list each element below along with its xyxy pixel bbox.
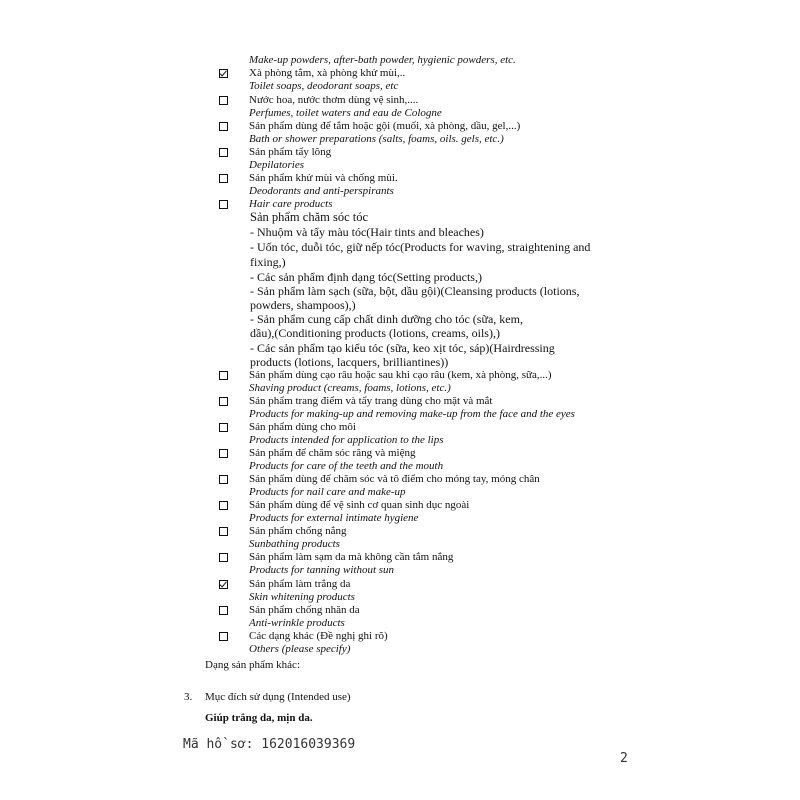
checkbox-teeth-mouth[interactable] <box>219 449 228 458</box>
item-en-label: Products intended for application to the lips <box>249 434 444 446</box>
checkbox-make-up[interactable] <box>219 397 228 406</box>
item-en-label: Anti-wrinkle products <box>249 617 345 629</box>
checkbox-intimate-hygiene[interactable] <box>219 501 228 510</box>
item-vi-label: Sản phẩm dùng cho môi <box>249 421 356 433</box>
page-number: 2 <box>620 751 628 766</box>
item-vi-label: Sản phẩm trang điểm và tẩy trang dùng cho mặt và mắt <box>249 395 493 407</box>
checkbox-tanning[interactable] <box>219 553 228 562</box>
item-en-label: Skin whitening products <box>249 591 355 603</box>
item-vi-label: Các dạng khác (Đề nghị ghi rõ) <box>249 630 388 642</box>
hair-care-line: - Các sản phẩm định dạng tóc(Setting products,) <box>250 270 482 284</box>
checkbox-bath-shower[interactable] <box>219 122 228 131</box>
item-vi-label: Sản phẩm dùng cạo râu hoặc sau khi cạo râu (kem, xà phòng, sữa,...) <box>249 369 552 381</box>
item-en-label: Products for making-up and removing make-up from the face and the eyes <box>249 408 575 420</box>
checkbox-skin-whitening[interactable] <box>219 580 228 589</box>
hair-care-line: products (lotions, lacquers, brilliantines)) <box>250 355 449 369</box>
item-en-label: Others (please specify) <box>249 643 351 655</box>
intended-use-title: Mục đích sử dụng (Intended use) <box>205 691 351 703</box>
checkbox-others[interactable] <box>219 632 228 641</box>
item-en-label: Shaving product (creams, foams, lotions, etc.) <box>249 382 451 394</box>
other-product-forms-label: Dạng sản phẩm khác: <box>205 659 300 671</box>
item-vi-label: Sản phẩm chống nắng <box>249 525 347 537</box>
item-vi-label: Sản phẩm làm sạm da mà không cần tắm nắng <box>249 551 454 563</box>
hair-care-line: - Nhuộm và tẩy màu tóc(Hair tints and bleaches) <box>250 225 484 239</box>
item-vi-label: Sản phẩm làm trắng da <box>249 578 351 590</box>
checkbox-depilatories[interactable] <box>219 148 228 157</box>
section-number: 3. <box>184 691 193 703</box>
item-en-label: Products for external intimate hygiene <box>249 512 419 524</box>
item-vi-label: Sản phẩm để chăm sóc răng và miệng <box>249 447 416 459</box>
hair-care-line: - Uốn tóc, duỗi tóc, giữ nếp tóc(Products for waving, straightening and <box>250 240 591 254</box>
item-vi-label: Sản phẩm dùng để vệ sinh cơ quan sinh dục ngoài <box>249 499 470 511</box>
checkbox-anti-wrinkle[interactable] <box>219 606 228 615</box>
item-vi-label: Nước hoa, nước thơm dùng vệ sinh,.... <box>249 94 419 106</box>
top-note: Make-up powders, after-bath powder, hygienic powders, etc. <box>249 54 516 66</box>
hair-care-vi-label: Sản phẩm chăm sóc tóc <box>250 210 369 224</box>
item-en-label: Products for nail care and make-up <box>249 486 406 498</box>
item-vi-label: Sản phẩm dùng để chăm sóc và tô điểm cho móng tay, móng chân <box>249 473 540 485</box>
item-en-label: Products for care of the teeth and the mouth <box>249 460 444 472</box>
item-vi-label: Sản phẩm tẩy lông <box>249 146 332 158</box>
hair-care-line: dầu),(Conditioning products (lotions, creams, oils),) <box>250 326 500 340</box>
item-en-label: Perfumes, toilet waters and eau de Cologne <box>249 107 442 119</box>
hair-care-line: powders, shampoos),) <box>250 298 356 312</box>
checkbox-sunbathing[interactable] <box>219 527 228 536</box>
hair-care-en-label: Hair care products <box>249 198 333 210</box>
checkbox-shaving[interactable] <box>219 371 228 380</box>
item-en-label: Products for tanning without sun <box>249 564 395 576</box>
checkbox-hair-care[interactable] <box>219 200 228 209</box>
item-en-label: Sunbathing products <box>249 538 340 550</box>
hair-care-line: fixing,) <box>250 255 286 269</box>
intended-use-answer: Giúp trắng da, mịn da. <box>205 712 313 724</box>
item-vi-label: Sản phẩm khử mùi và chống mùi. <box>249 172 398 184</box>
file-number: Mã hồ sơ: 162016039369 <box>183 737 356 752</box>
checkbox-deodorants[interactable] <box>219 174 228 183</box>
checkbox-perfumes[interactable] <box>219 96 228 105</box>
item-en-label: Depilatories <box>249 159 304 171</box>
item-vi-label: Sản phẩm chống nhăn da <box>249 604 360 616</box>
item-en-label: Toilet soaps, deodorant soaps, etc <box>249 80 399 92</box>
item-en-label: Bath or shower preparations (salts, foams, oils. gels, etc.) <box>249 133 504 145</box>
item-en-label: Deodorants and anti-perspirants <box>249 185 394 197</box>
checkbox-nail-care[interactable] <box>219 475 228 484</box>
hair-care-line: - Sản phẩm làm sạch (sữa, bột, dầu gội)(Cleansing products (lotions, <box>250 284 580 298</box>
checkbox-toilet-soaps[interactable] <box>219 69 228 78</box>
item-vi-label: Xà phòng tắm, xà phòng khử mùi,.. <box>249 67 406 79</box>
checkbox-lips[interactable] <box>219 423 228 432</box>
item-vi-label: Sản phẩm dùng để tắm hoặc gội (muối, xà phòng, dầu, gel,...) <box>249 120 521 132</box>
hair-care-line: - Các sản phẩm tạo kiểu tóc (sữa, keo xịt tóc, sáp)(Hairdressing <box>250 341 555 355</box>
hair-care-line: - Sản phẩm cung cấp chất dinh dưỡng cho tóc (sữa, kem, <box>250 312 523 326</box>
